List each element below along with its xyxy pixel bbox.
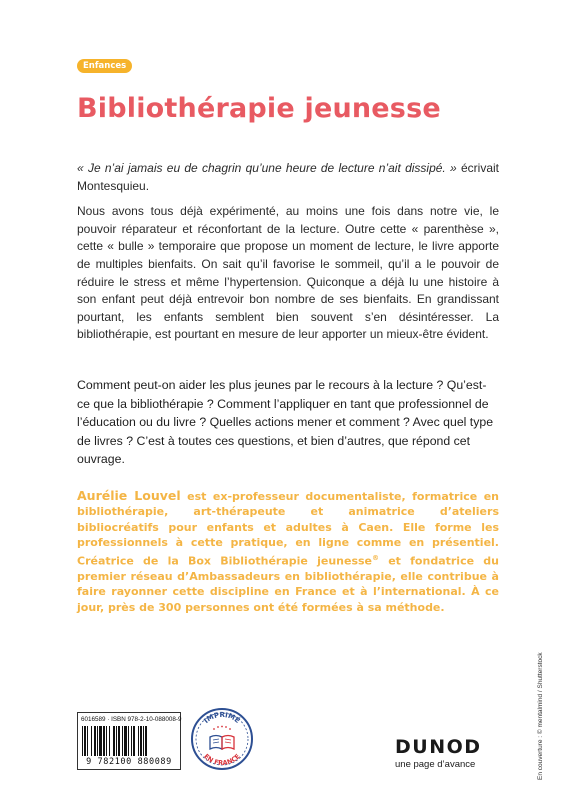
stars-icon: [213, 726, 231, 730]
isbn-line: 6016589 · ISBN 978-2-10-088008-9: [81, 716, 182, 723]
open-book-icon: [210, 736, 234, 750]
book-title: Bibliothérapie jeunesse: [77, 93, 441, 124]
author-bio: [77, 488, 499, 615]
blurb: [77, 160, 499, 352]
barcode-digits: 9 782100 880089: [86, 757, 172, 767]
cover-credit: En couverture : © mentalmind / Shutterstock: [537, 652, 544, 780]
author-name: Aurélie Louvel: [77, 488, 181, 503]
category-tag: Enfances: [77, 59, 132, 73]
seal-bottom-text: EN FRANCE: [202, 752, 242, 768]
barcode-icon: [82, 726, 176, 756]
author-bio-part-1: est ex-professeur documentaliste, formatrice en bibliothérapie, art-thérapeute et animatrice d’ateliers bibliocréatifs pour enfants et adultes à Caen. Elle forme les professionnels à cette pratique, en ligne comme en présentiel. Créatrice de la Box Bibliothérapie jeunesse: [77, 490, 499, 568]
questions-block: [77, 376, 499, 477]
seal-top-text: IMPRIMÉ: [202, 710, 242, 725]
paragraph-1: Nous avons tous déjà expérimenté, au moins une fois dans notre vie, le pouvoir réparateur et réconfortant de la lecture. Outre cette « parenthèse », cette « bulle » temporaire que propose un moment de lecture, le livre apporte de multiples bienfaits. On sait qu’il favorise le sommeil, qu’il a le pouvoir de réduire le stress et même l’hypertension. Quiconque a déjà lu une histoire à son enfant peut déjà entrevoir bon nombre de ses bienfaits. En grandissant pourtant, les enfants semblent bien souvent s’en désintéresser. La bibliothérapie, est pourtant en mesure de leur apporter un mieux-être évident.: [77, 204, 499, 342]
registered-mark: ®: [372, 553, 379, 562]
paragraph-2: Comment peut-on aider les plus jeunes par le recours à la lecture ? Qu’est-ce que la bibliothérapie ? Comment l’appliquer en tant que professionnel de l’éducation ou du livre ? Quelles actions mener et comment ? Avec quel type de livres ? C’est à toutes ces questions, et bien d’autres, que répond cet ouvrage.: [77, 378, 494, 467]
author-bio-part-2: et fondatrice du premier réseau d’Ambassadeurs en bibliothérapie, elle contribue à faire rayonner cette discipline en France et à l’international. À ce jour, près de 300 personnes ont été formées à sa méthode.: [77, 554, 499, 614]
quote: « Je n’ai jamais eu de chagrin qu’une heure de lecture n’ait dissipé. »: [77, 161, 457, 175]
publisher-logo: DUNOD: [395, 736, 482, 758]
publisher-tagline: une page d’avance: [395, 759, 476, 770]
imprime-en-france-seal-icon: [190, 707, 254, 771]
barcode-panel: [77, 712, 181, 770]
quote-paragraph: [77, 160, 499, 195]
quote-attribution: écrivait Montesquieu.: [77, 161, 499, 193]
